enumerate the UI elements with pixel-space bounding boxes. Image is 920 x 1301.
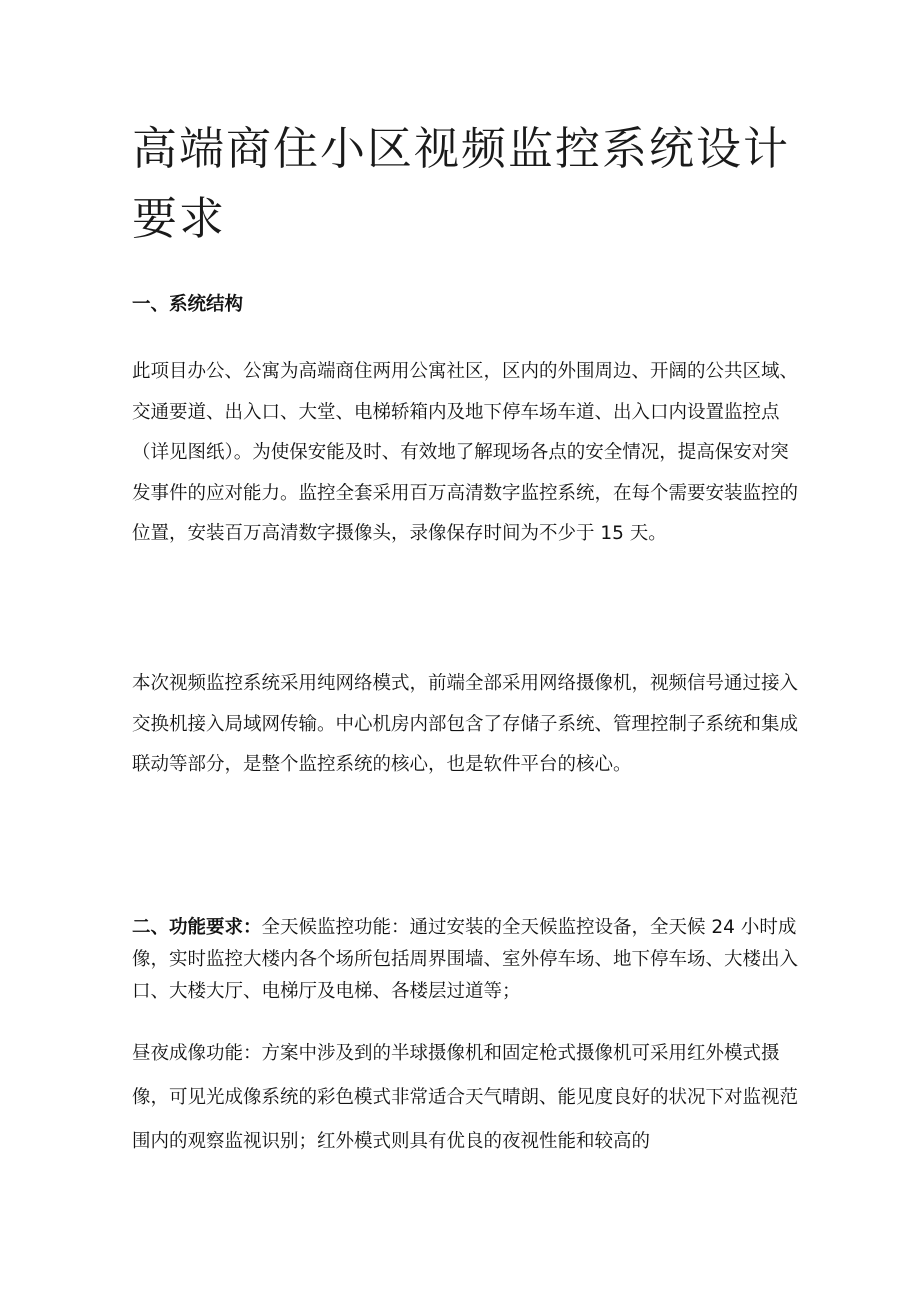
paragraph-network-mode: 本次视频监控系统采用纯网络模式，前端全部采用网络摄像机，视频信号通过接入交换机接入局域网传输。中心机房内部包含了存储子系统、管理控制子系统和集成联动等部分，是整个监控系统的核心，也是软件平台的核心。	[132, 673, 799, 775]
paragraph-all-weather-monitoring: 全天候监控功能：通过安装的全天候监控设备，全天候 24 小时成像，实时监控大楼内各个场所包括周界围墙、室外停车场、地下停车场、大楼出入口、大楼大厅、电梯厅及电梯、各楼层过道等；	[132, 917, 799, 1002]
paragraph-project-overview: 此项目办公、公寓为高端商住两用公寓社区，区内的外围周边、开阔的公共区域、交通要道、出入口、大堂、电梯轿箱内及地下停车场车道、出入口内设置监控点（详见图纸）。为使保安能及时、有效地了解现场各点的安全情况，提高保安对突发事件的应对能力。监控全套采用百万高清数字监控系统，在每个需要安装监控的位置，安装百万高清数字摄像头，录像保存时间为不少于 15 天。	[132, 361, 799, 544]
document-title: 高端商住小区视频监控系统设计要求	[132, 122, 791, 245]
paragraph-functional-requirements	[132, 912, 800, 1008]
paragraph-day-night-imaging: 昼夜成像功能：方案中涉及到的半球摄像机和固定枪式摄像机可采用红外模式摄像，可见光成像系统的彩色模式非常适合天气晴朗、能见度良好的状况下对监视范围内的观察监视识别；红外模式则具有优良的夜视性能和较高的	[132, 1043, 799, 1152]
section-heading-system-structure: 一、系统结构	[132, 294, 244, 315]
section-heading-functional-requirements: 二、功能要求：	[132, 917, 262, 938]
